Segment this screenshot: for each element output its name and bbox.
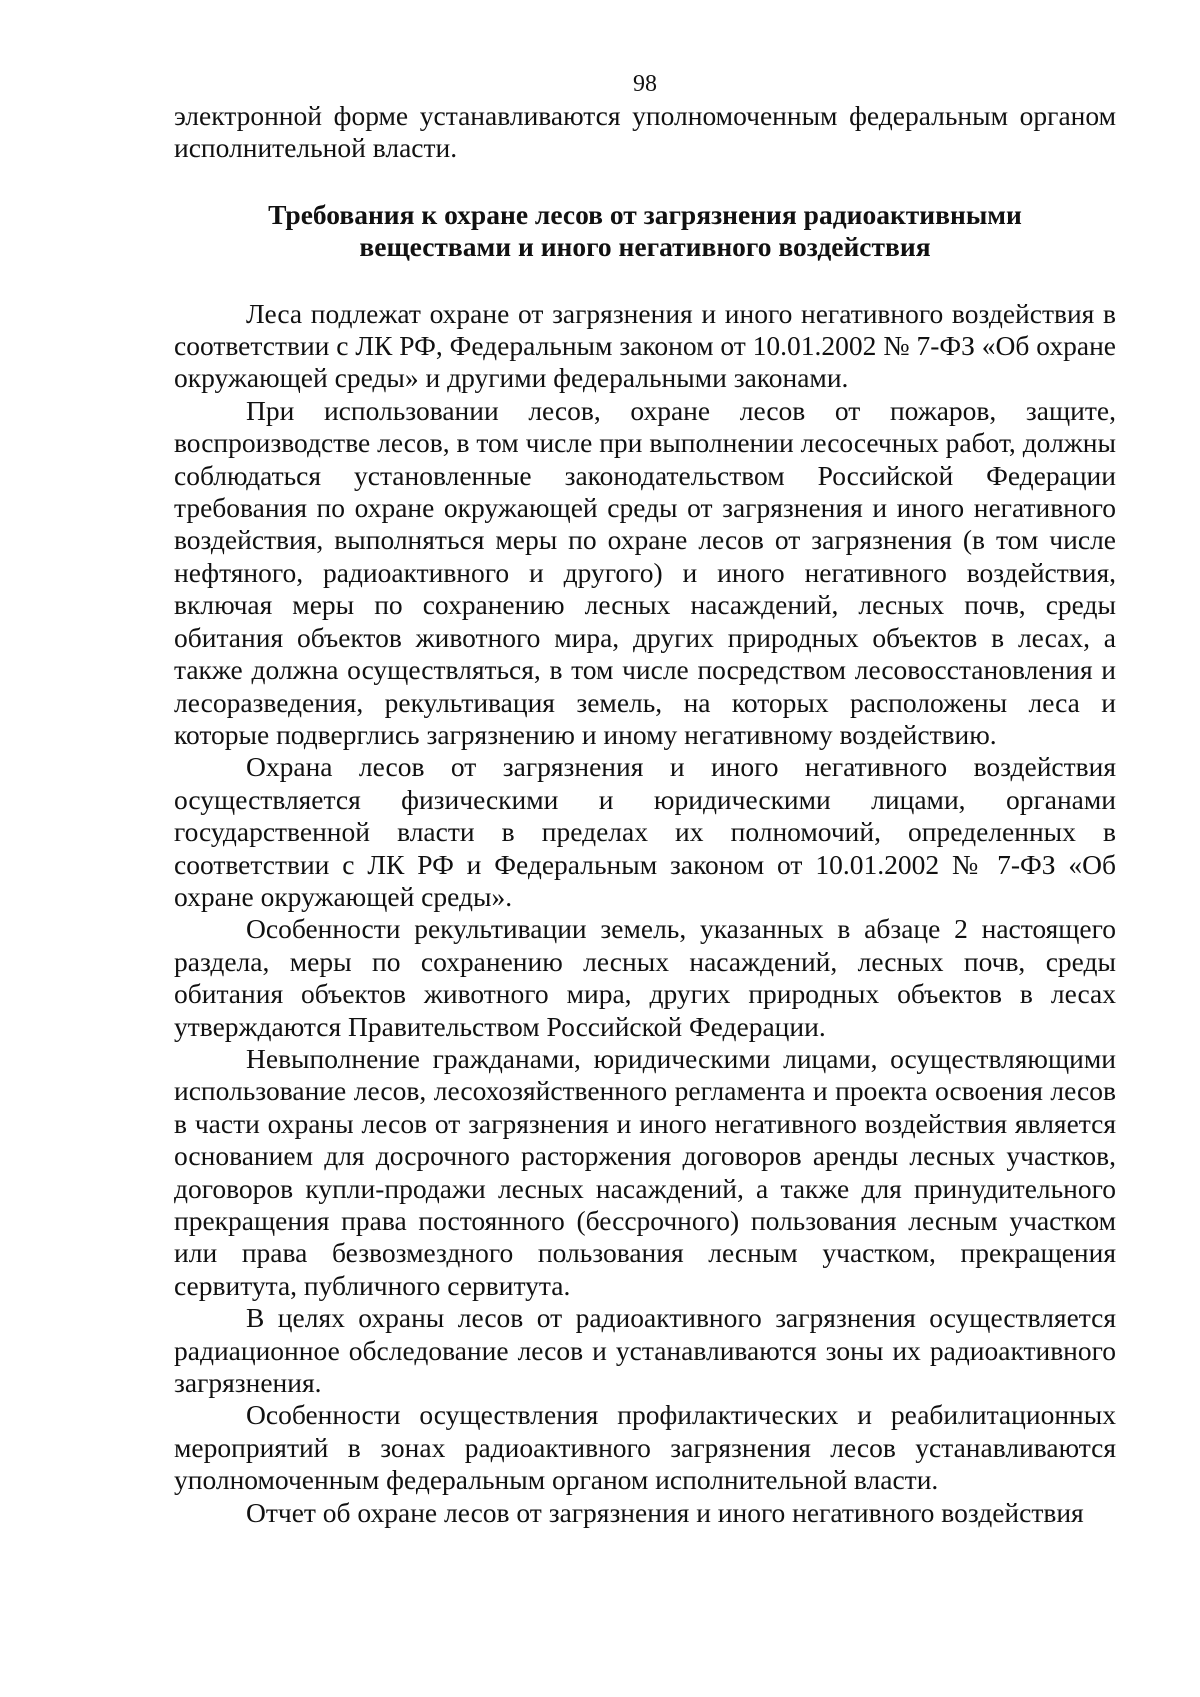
paragraph-3: Охрана лесов от загрязнения и иного негативного воздействия осуществляется физическими и юридическими лицами, органами государственной власти в пределах их полномочий, определенных в соответствии с ЛК РФ и Федеральным законом от 10.01.2002 № 7-ФЗ «Об охране окружающей среды». [174, 751, 1116, 912]
section-heading [174, 199, 1116, 264]
section-heading-line-1: Требования к охране лесов от загрязнения радиоактивными [268, 198, 1022, 230]
paragraph-6: В целях охраны лесов от радиоактивного загрязнения осуществляется радиационное обследование лесов и устанавливаются зоны их радиоактивного загрязнения. [174, 1302, 1116, 1399]
document-page [174, 68, 1116, 1529]
spacer [174, 264, 1116, 298]
paragraph-1: Леса подлежат охране от загрязнения и иного негативного воздействия в соответствии с ЛК РФ, Федеральным законом от 10.01.2002 № 7-ФЗ «Об охране окружающей среды» и другими федеральными законами. [174, 297, 1116, 394]
body-text [174, 298, 1116, 1529]
paragraph-5: Невыполнение гражданами, юридическими лицами, осуществляющими использование лесов, лесохозяйственного регламента и проекта освоения лесов в части охраны лесов от загрязнения и иного негативного воздействия является основанием для досрочного расторжения договоров аренды лесных участков, договоров купли-продажи лесных насаждений, а также для принудительного прекращения права постоянного (бессрочного) пользования лесным участком или права безвозмездного пользования лесным участком, прекращения сервитута, публичного сервитута. [174, 1042, 1116, 1301]
page-number: 98 [633, 71, 657, 97]
paragraph-8: Отчет об охране лесов от загрязнения и иного негативного воздействия [246, 1496, 1084, 1528]
paragraph-2: При использовании лесов, охране лесов от пожаров, защите, воспроизводстве лесов, в том числе при выполнении лесосечных работ, должны соблюдаться установленные законодательством Российской Федерации требования по охране окружающей среды от загрязнения и иного негативного воздействия, выполняться меры по охране лесов от загрязнения (в том числе нефтяного, радиоактивного и другого) и иного негативного воздействия, включая меры по сохранению лесных насаждений, лесных почв, среды обитания объектов животного мира, других природных объектов в лесах, а также должна осуществляться, в том числе посредством лесовосстановления и лесоразведения, рекультивация земель, на которых расположены леса и которые подверглись загрязнению и иному негативному воздействию. [174, 394, 1116, 750]
section-heading-line-2: веществами и иного негативного воздействия [359, 231, 931, 263]
paragraph-7: Особенности осуществления профилактических и реабилитационных мероприятий в зонах радиоактивного загрязнения лесов устанавливаются уполномоченным федеральным органом исполнительной власти. [174, 1399, 1116, 1496]
lead-paragraph: электронной форме устанавливаются уполномоченным федеральным органом исполнительной власти. [174, 100, 1116, 164]
spacer [174, 165, 1116, 199]
paragraph-4: Особенности рекультивации земель, указанных в абзаце 2 настоящего раздела, меры по сохранению лесных насаждений, лесных почв, среды обитания объектов животного мира, других природных объектов в лесах утверждаются Правительством Российской Федерации. [174, 913, 1116, 1042]
